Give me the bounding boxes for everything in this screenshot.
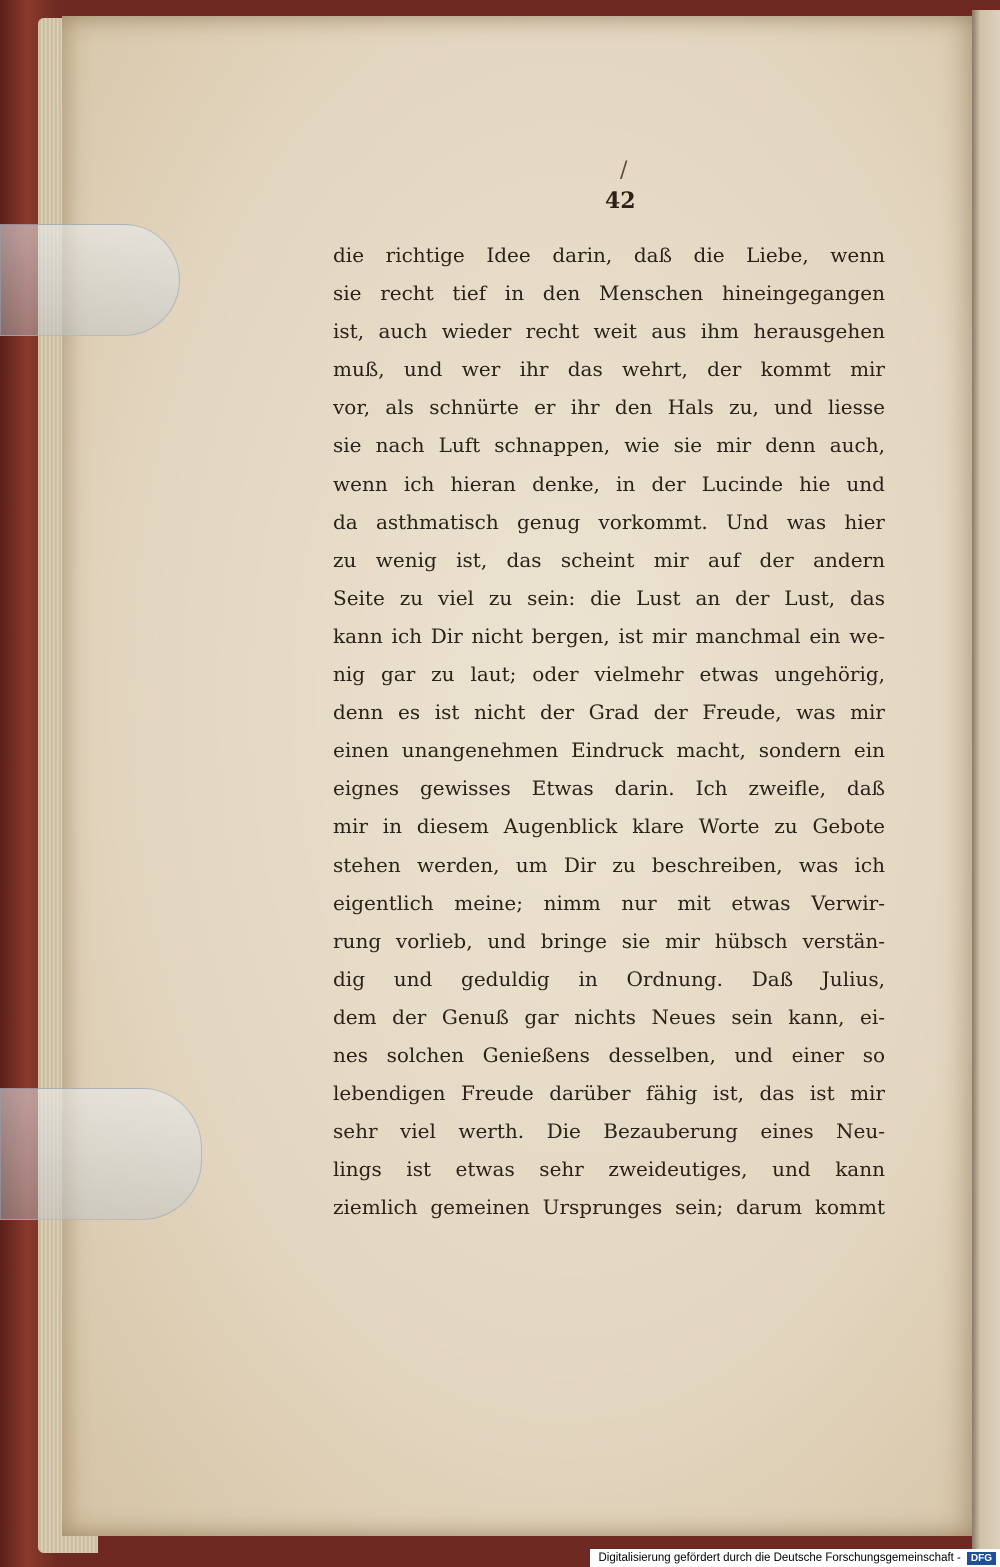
text-line: lings ist etwas sehr zweideutiges, und kann — [333, 1157, 885, 1182]
text-line: ist, auch wieder recht weit aus ihm herausgehen — [333, 319, 885, 344]
text-line: kann ich Dir nicht bergen, ist mir manchmal ein we- — [333, 623, 885, 648]
text-line: dem der Genuß gar nichts Neues sein kann, ei- — [333, 1004, 885, 1029]
text-line: lebendigen Freude darüber fähig ist, das ist mir — [333, 1081, 885, 1106]
text-line: zu wenig ist, das scheint mir auf der andern — [333, 547, 885, 572]
text-line: dig und geduldig in Ordnung. Daß Julius, — [333, 966, 885, 991]
text-line: Seite zu viel zu sein: die Lust an der Lust, das — [333, 585, 885, 610]
text-line: nes solchen Genießens desselben, und einer so — [333, 1042, 885, 1067]
text-line: wenn ich hieran denke, in der Lucinde hie und — [333, 471, 885, 496]
page-clamp-top — [0, 224, 180, 336]
text-line: nig gar zu laut; oder vielmehr etwas ungehörig, — [333, 662, 885, 687]
dfg-logo-icon: DFG — [967, 1552, 996, 1565]
text-line: die richtige Idee darin, daß die Liebe, wenn — [333, 243, 885, 267]
text-line: rung vorlieb, und bringe sie mir hübsch verstän- — [333, 928, 885, 953]
text-line: ziemlich gemeinen Ursprunges sein; darum kommt — [333, 1195, 885, 1220]
text-line: sie nach Luft schnappen, wie sie mir denn auch, — [333, 433, 885, 458]
text-block — [333, 236, 885, 1226]
text-line: denn es ist nicht der Grad der Freude, was mir — [333, 700, 885, 725]
text-line: muß, und wer ihr das wehrt, der kommt mir — [333, 357, 885, 382]
text-line: vor, als schnürte er ihr den Hals zu, und liesse — [333, 395, 885, 420]
funding-footer — [590, 1549, 1000, 1567]
text-line: sie recht tief in den Menschen hineingegangen — [333, 281, 885, 306]
funding-note: Digitalisierung gefördert durch die Deutsche Forschungsgemeinschaft - — [598, 1552, 961, 1564]
text-line: einen unangenehmen Eindruck macht, sondern ein — [333, 738, 885, 763]
text-line: mir in diesem Augenblick klare Worte zu Gebote — [333, 814, 885, 839]
page-clamp-bottom — [0, 1088, 202, 1220]
text-line: stehen werden, um Dir zu beschreiben, was ich — [333, 852, 885, 877]
page-number: 42 — [605, 188, 636, 214]
text-line: da asthmatisch genug vorkommt. Und was hier — [333, 509, 885, 534]
facing-page-edge — [972, 10, 1000, 1550]
text-line: eignes gewisses Etwas darin. Ich zweifle, daß — [333, 776, 885, 801]
pencil-mark: / — [620, 158, 628, 183]
text-line: eigentlich meine; nimm nur mit etwas Verwir- — [333, 890, 885, 915]
text-line: sehr viel werth. Die Bezauberung eines Neu- — [333, 1119, 885, 1144]
